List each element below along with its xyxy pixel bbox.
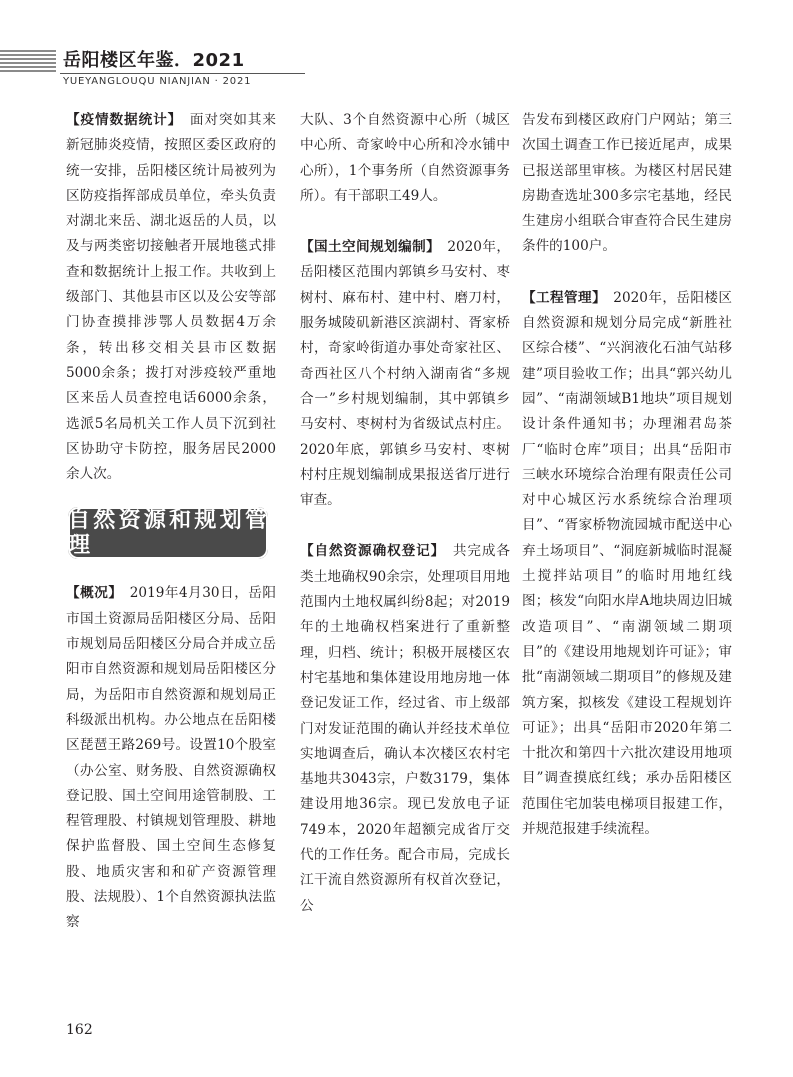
section-tag: 【国土空间规划编制】 — [300, 239, 434, 256]
section-tag: 【疫情数据统计】 — [66, 112, 176, 128]
header-stripes-decoration — [0, 50, 56, 74]
paragraph-overview — [66, 581, 276, 935]
paragraph-epidemic-statistics — [66, 108, 276, 487]
section-tag: 【自然资源确权登记】 — [300, 543, 439, 560]
paragraph-spatial-planning — [300, 235, 510, 513]
column-3 — [522, 108, 732, 842]
header-rule — [60, 73, 305, 74]
paragraph-continuation: 大队、3个自然资源中心所（城区中心所、奇家岭中心所和冷水铺中心所），1个事务所（自然资源事务所）。有干部职工49人。 — [300, 112, 510, 204]
yearbook-subtitle: YUEYANGLOUQU NIANJIAN · 2021 — [63, 76, 252, 87]
section-title-banner: 自然资源和规划管理 — [68, 508, 268, 559]
section-tag: 【工程管理】 — [522, 289, 600, 306]
paragraph-text: 2020年，岳阳楼区自然资源和规划分局完成“新胜社区综合楼”、“兴润液化石油气站移建”项目验收工作；出具“郭兴幼儿园”、“南湖领域B1地块”项目规划设计条件通知书；办理湘君岛茶厂“临时仓库”项目；出具“岳阳市三峡水环境综合治理有限责任公司对中心城区污水系统综合治理项目”、“胥家桥物流园城市配送中心弃土场项目”、“洞庭新城临时混凝土搅拌站项目”的临时用地红线图；核发“向阳水岸A地块周边旧城改造项目”、“南湖领域二期项目”的《建设用地规划许可证》；审批“南湖领域二期项目”的修规及建筑方案，拟核发《建设工程规划许可证》；出具“岳阳市2020年第二十批次和第四十六批次建设用地项目”调查摸底红线；承办岳阳楼区范围住宅加装电梯项目报建工作，并规范报建手续流程。 — [522, 289, 732, 838]
section-tag: 【概况】 — [66, 585, 116, 602]
paragraph-rights-registration — [300, 539, 510, 918]
paragraph-text: 共完成各类土地确权90余宗，处理项目用地范围内土地权属纠纷8起；对2019年的土地确权档案进行了重新整理，归档、统计；积极开展楼区农村宅基地和集体建设用地房地一体登记发证工作，经过省、市上级部门对发证范围的确认并经技术单位实地调查后，确认本次楼区农村宅基地共3043宗，户数3179，集体建设用地36宗。现已发放电子证749本，2020年超额完成省厅交代的工作任务。配合市局，完成长江干流自然资源所有权首次登记，公 — [300, 543, 511, 914]
paragraph-engineering-management — [522, 286, 732, 843]
yearbook-title: 岳阳楼区年鉴．2021 — [63, 50, 245, 71]
page-header — [0, 0, 793, 95]
paragraph-continuation: 告发布到楼区政府门户网站；第三次国土调查工作已接近尾声，成果已报送部里审核。为楼区村居民建房勘查选址300多宗宅基地，经民生建房小组联合审查符合民生建房条件的100户。 — [522, 112, 732, 255]
column-2 — [300, 108, 510, 919]
page-number: 162 — [66, 1022, 93, 1038]
paragraph-text: 面对突如其来新冠肺炎疫情，按照区委区政府的统一安排，岳阳楼区统计局被列为区防疫指挥部成员单位，牵头负责对湖北来岳、湖北返岳的人员，以及与两类密切接触者开展地毯式排查和数据统计上报工作。共收到上级部门、其他县市区以及公安等部门协查摸排涉鄂人员数据4万余条，转出移交相关县市区数据5000余条；拨打对涉疫较严重地区来岳人员查控电话6000余条，选派5名局机关工作人员下沉到社区协助守卡防控，服务居民2000余人次。 — [66, 112, 277, 483]
paragraph-text: 2020年，岳阳楼区范围内郭镇乡马安村、枣树村、麻布村、建中村、磨刀村，服务城陵矶新港区滨湖村、胥家桥村，奇家岭街道办事处奇家社区、奇西社区八个村纳入湖南省“多规合一”乡村规划编制，其中郭镇乡马安村、枣树村为省级试点村庄。2020年底，郭镇乡马安村、枣树村村庄规划编制成果报送省厅进行审查。 — [300, 239, 510, 509]
paragraph-text: 2019年4月30日，岳阳市国土资源局岳阳楼区分局、岳阳市规划局岳阳楼区分局合并成立岳阳市自然资源和规划局岳阳楼区分局，为岳阳市自然资源和规划局正科级派出机构。办公地点在岳阳楼区琵琶王路269号。设置10个股室（办公室、财务股、自然资源确权登记股、国土空间用途管制股、工程管理股、村镇规划管理股、耕地保护监督股、国土空间生态修复股、地质灾害和和矿产资源管理股、法规股）、1个自然资源执法监察 — [66, 585, 277, 931]
column-1 — [66, 108, 276, 936]
